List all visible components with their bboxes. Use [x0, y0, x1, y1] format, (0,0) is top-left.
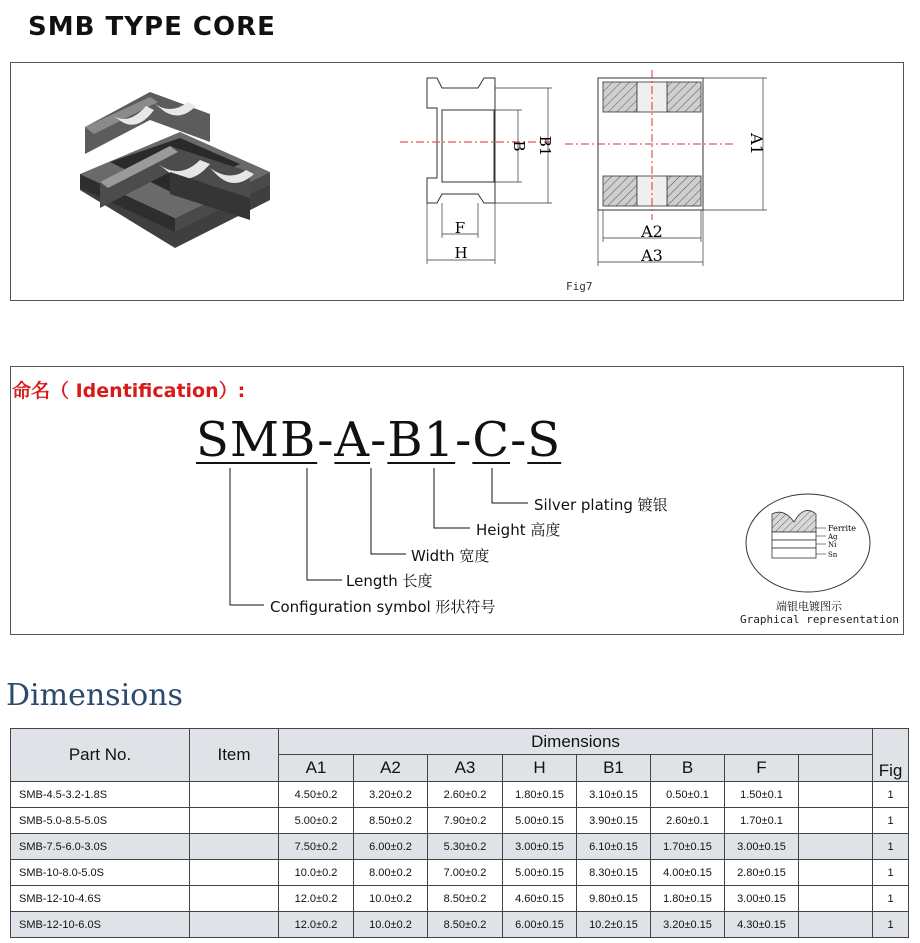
- header-a1: A1: [279, 755, 354, 782]
- cell-dimension: [799, 860, 873, 886]
- header-f: F: [725, 755, 799, 782]
- header-h: H: [503, 755, 577, 782]
- cell-dimension: [799, 886, 873, 912]
- dimensions-heading: Dimensions: [6, 678, 183, 713]
- plating-caption-en: Graphical representation: [740, 613, 899, 626]
- dim-label-a2: A2: [641, 222, 663, 241]
- cell-dimension: 9.80±0.15: [577, 886, 651, 912]
- header-a3: A3: [428, 755, 503, 782]
- cell-dimension: 3.20±0.2: [354, 782, 428, 808]
- layer-ferrite: Ferrite: [828, 524, 857, 533]
- label-width: Width 宽度: [411, 547, 490, 565]
- identification-title: 命名（ Identification）:: [12, 380, 246, 402]
- cell-dimension: 4.00±0.15: [651, 860, 725, 886]
- cell-dimension: 10.0±0.2: [354, 912, 428, 938]
- dim-label-a1: A1: [747, 133, 766, 155]
- cell-dimension: 8.50±0.2: [428, 912, 503, 938]
- front-view-drawing: [565, 70, 775, 270]
- cell-part-no: SMB-5.0-8.5-5.0S: [11, 808, 190, 834]
- header-blank: [799, 755, 873, 782]
- cell-dimension: 3.00±0.15: [503, 834, 577, 860]
- cell-dimension: 7.00±0.2: [428, 860, 503, 886]
- cell-dimension: 1.80±0.15: [503, 782, 577, 808]
- cell-item: [190, 782, 279, 808]
- table-row: [11, 912, 909, 938]
- cell-dimension: [799, 912, 873, 938]
- cell-dimension: 4.30±0.15: [725, 912, 799, 938]
- cell-dimension: 10.0±0.2: [354, 886, 428, 912]
- plating-caption-cn: 端银电镀图示: [776, 600, 842, 613]
- dim-label-f: F: [454, 219, 466, 237]
- plating-diagram: [744, 492, 874, 594]
- cell-fig: 1: [873, 808, 909, 834]
- cell-dimension: 4.60±0.15: [503, 886, 577, 912]
- header-fig: Fig: [873, 729, 909, 782]
- cell-dimension: 10.2±0.15: [577, 912, 651, 938]
- cell-dimension: [799, 834, 873, 860]
- cell-dimension: 1.70±0.15: [651, 834, 725, 860]
- cell-dimension: 5.00±0.15: [503, 808, 577, 834]
- header-dimensions: Dimensions: [279, 729, 873, 755]
- dim-label-b: B: [510, 140, 528, 152]
- cell-part-no: SMB-4.5-3.2-1.8S: [11, 782, 190, 808]
- cell-fig: 1: [873, 860, 909, 886]
- cell-dimension: 3.00±0.15: [725, 886, 799, 912]
- cell-dimension: [799, 808, 873, 834]
- page-title: SMB TYPE CORE: [28, 12, 276, 42]
- code-silver: S: [527, 412, 562, 468]
- header-b1: B1: [577, 755, 651, 782]
- table-row: [11, 834, 909, 860]
- cell-dimension: 1.80±0.15: [651, 886, 725, 912]
- cell-dimension: 8.50±0.2: [428, 886, 503, 912]
- cell-dimension: 7.90±0.2: [428, 808, 503, 834]
- cell-item: [190, 834, 279, 860]
- cell-dimension: 3.00±0.15: [725, 834, 799, 860]
- code-length: A: [334, 412, 371, 468]
- core-3d-illustration: [70, 72, 280, 257]
- cell-dimension: 6.10±0.15: [577, 834, 651, 860]
- label-length: Length 长度: [346, 572, 433, 590]
- cell-dimension: 8.50±0.2: [354, 808, 428, 834]
- cell-fig: 1: [873, 834, 909, 860]
- cell-dimension: 8.30±0.15: [577, 860, 651, 886]
- code-sep: -: [510, 412, 528, 468]
- dim-label-a3: A3: [641, 246, 663, 265]
- cell-dimension: 12.0±0.2: [279, 886, 354, 912]
- code-sep: -: [370, 412, 388, 468]
- cell-dimension: 2.60±0.2: [428, 782, 503, 808]
- table-row: [11, 886, 909, 912]
- code-height: C: [472, 412, 511, 468]
- cell-dimension: 3.90±0.15: [577, 808, 651, 834]
- cell-item: [190, 808, 279, 834]
- header-item: Item: [190, 729, 279, 782]
- cell-part-no: SMB-12-10-6.0S: [11, 912, 190, 938]
- cell-dimension: 5.00±0.2: [279, 808, 354, 834]
- cell-part-no: SMB-10-8.0-5.0S: [11, 860, 190, 886]
- header-b: B: [651, 755, 725, 782]
- side-view-drawing: [400, 70, 560, 265]
- cell-part-no: SMB-12-10-4.6S: [11, 886, 190, 912]
- cell-dimension: 2.80±0.15: [725, 860, 799, 886]
- code-width: B1: [387, 412, 456, 468]
- cell-dimension: 6.00±0.2: [354, 834, 428, 860]
- cell-part-no: SMB-7.5-6.0-3.0S: [11, 834, 190, 860]
- cell-dimension: 5.00±0.15: [503, 860, 577, 886]
- cell-dimension: 8.00±0.2: [354, 860, 428, 886]
- label-height: Height 高度: [476, 521, 561, 539]
- header-part-no: Part No.: [11, 729, 190, 782]
- code-sep: -: [317, 412, 335, 468]
- cell-item: [190, 886, 279, 912]
- cell-dimension: 7.50±0.2: [279, 834, 354, 860]
- cell-dimension: 1.50±0.1: [725, 782, 799, 808]
- cell-dimension: 12.0±0.2: [279, 912, 354, 938]
- figure-caption: Fig7: [566, 280, 593, 293]
- cell-dimension: 1.70±0.1: [725, 808, 799, 834]
- label-silver-plating: Silver plating 镀银: [534, 496, 668, 514]
- layer-sn: Sn: [828, 551, 838, 559]
- cell-item: [190, 912, 279, 938]
- cell-dimension: 0.50±0.1: [651, 782, 725, 808]
- cell-dimension: 10.0±0.2: [279, 860, 354, 886]
- cell-dimension: 2.60±0.1: [651, 808, 725, 834]
- layer-ni: Ni: [828, 541, 837, 549]
- cell-dimension: 6.00±0.15: [503, 912, 577, 938]
- table-row: [11, 782, 909, 808]
- cell-item: [190, 860, 279, 886]
- cell-dimension: 4.50±0.2: [279, 782, 354, 808]
- cell-fig: 1: [873, 886, 909, 912]
- label-configuration: Configuration symbol 形状符号: [270, 598, 496, 616]
- cell-fig: 1: [873, 782, 909, 808]
- cell-dimension: 3.20±0.15: [651, 912, 725, 938]
- dimensions-table: [10, 728, 909, 938]
- table-row: [11, 808, 909, 834]
- cell-dimension: 5.30±0.2: [428, 834, 503, 860]
- table-row: [11, 860, 909, 886]
- dim-label-b1: B1: [536, 135, 554, 157]
- code-sep: -: [455, 412, 473, 468]
- header-a2: A2: [354, 755, 428, 782]
- layer-ag: Ag: [828, 533, 838, 541]
- dim-label-h: H: [454, 244, 468, 262]
- code-config: SMB: [196, 412, 318, 468]
- cell-dimension: [799, 782, 873, 808]
- cell-fig: 1: [873, 912, 909, 938]
- dimensions-table-body: [11, 782, 909, 938]
- cell-dimension: 3.10±0.15: [577, 782, 651, 808]
